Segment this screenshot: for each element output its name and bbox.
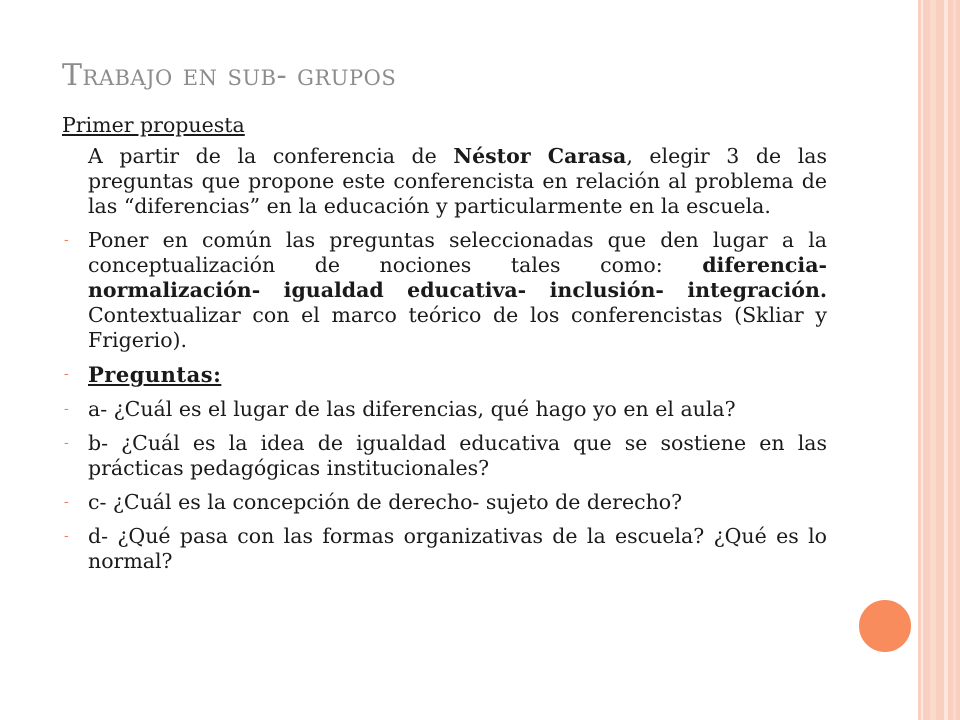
border-stripe <box>953 0 956 720</box>
question-item <box>62 524 827 574</box>
slide-title: Trabajo en sub- grupos <box>62 58 397 93</box>
question-text: c- ¿Cuál es la concepción de derecho- sujeto de derecho? <box>88 490 683 514</box>
question-item <box>62 431 827 481</box>
bullet-marker: - <box>64 494 69 510</box>
list-item-concepts <box>62 228 827 353</box>
bullet-marker: - <box>64 435 69 451</box>
border-stripe <box>921 0 923 720</box>
intro-text-after: , elegir 3 de las preguntas que propone este conferencista en relación al problema de las “diferencias” en la educación y particularmente en la escuela. <box>88 144 827 218</box>
question-text: d- ¿Qué pasa con las formas organizativas de la escuela? ¿Qué es lo normal? <box>88 524 827 573</box>
bullet-marker: - <box>64 232 69 248</box>
intro-paragraph <box>62 144 827 219</box>
border-stripe <box>944 0 948 720</box>
bullet-marker: - <box>64 366 69 382</box>
question-text: b- ¿Cuál es la idea de igualdad educativa que se sostiene en las prácticas pedagógicas institucionales? <box>88 431 827 480</box>
subheading: Primer propuesta <box>62 113 245 137</box>
intro-text-before: A partir de la conferencia de <box>88 144 454 168</box>
border-stripe <box>930 0 936 720</box>
question-item <box>62 397 827 422</box>
question-item <box>62 490 827 515</box>
author-name: Néstor Carasa <box>453 144 627 168</box>
concepts-bold: diferencia- normalización- igualdad educativa- inclusión- integración. <box>88 253 827 302</box>
list-item-preguntas <box>62 362 827 388</box>
bullet-marker: - <box>64 528 69 544</box>
concepts-text-after: Contextualizar con el marco teórico de los conferencistas (Skliar y Frigerio). <box>88 303 827 352</box>
preguntas-label: Preguntas: <box>88 362 222 387</box>
bullet-marker: - <box>64 401 69 417</box>
slide-content <box>62 113 827 583</box>
concepts-text-before: Poner en común las preguntas seleccionadas que den lugar a la conceptualización de nociones tales como: <box>88 228 827 277</box>
question-text: a- ¿Cuál es el lugar de las diferencias, qué hago yo en el aula? <box>88 397 736 421</box>
decorative-circle <box>856 597 914 655</box>
